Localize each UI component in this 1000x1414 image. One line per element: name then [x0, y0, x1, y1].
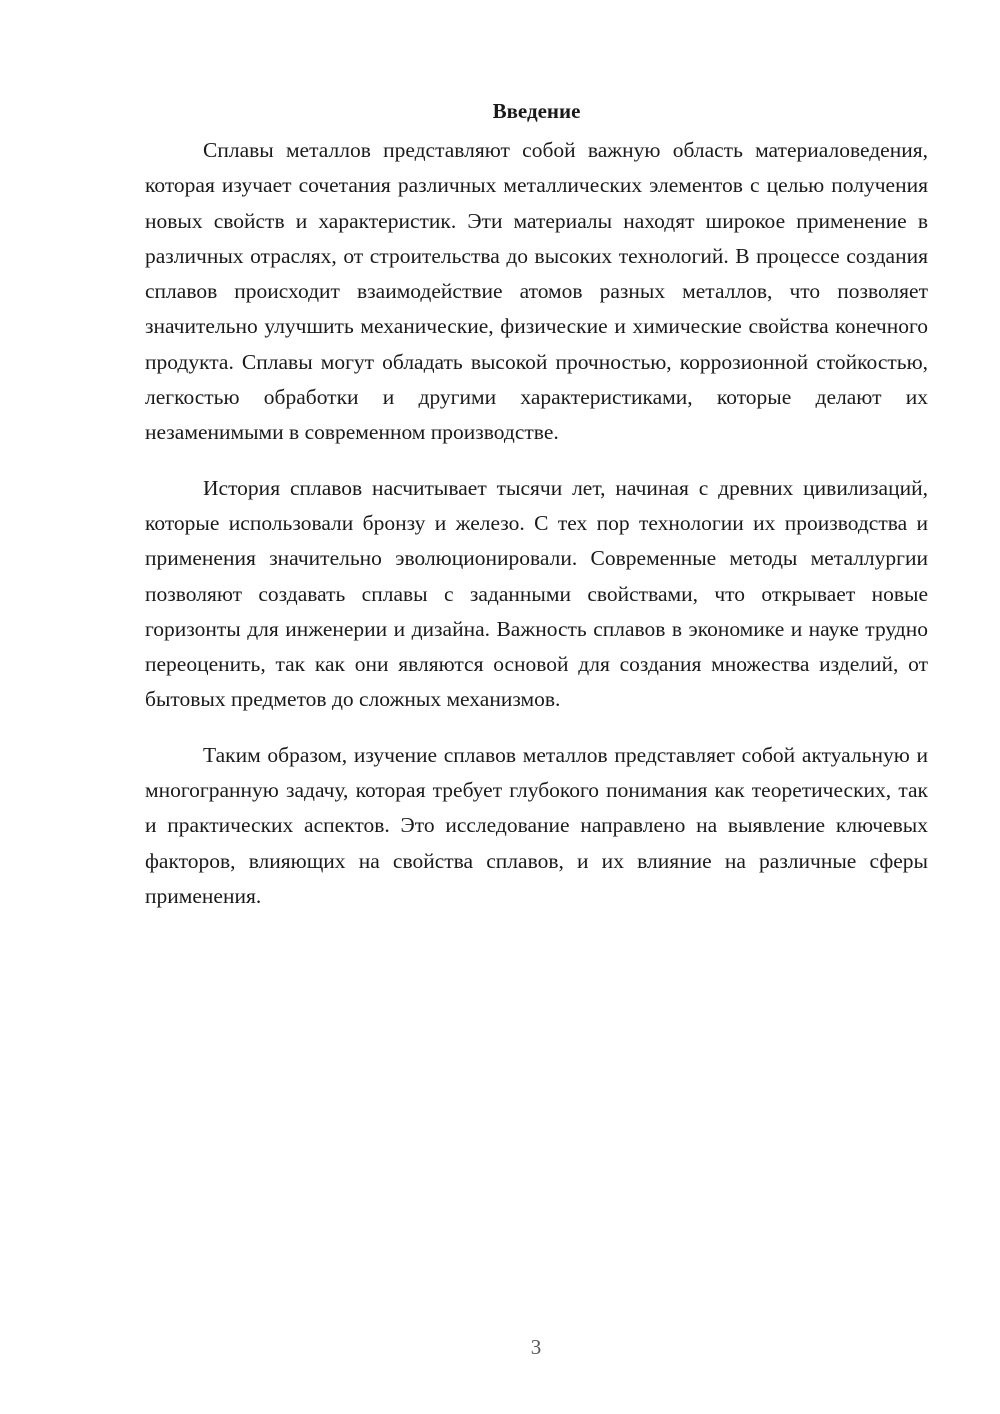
paragraph-3: Таким образом, изучение сплавов металлов представляет собой актуальную и многогранную задачу, которая требует глубокого понимания как теоретических, так и практических аспектов. Это исследование направлено на выявление ключевых факторов, влияющих на свойства сплавов, и их влияние на различные сферы применения.: [145, 742, 928, 908]
page-content: [145, 97, 928, 914]
page-number: 3: [530, 1335, 542, 1359]
section-title: Введение: [492, 99, 581, 123]
paragraph-1: Сплавы металлов представляют собой важную область материаловедения, которая изучает сочетания различных металлических элементов с целью получения новых свойств и характеристик. Эти материалы находят широкое применение в различных отраслях, от строительства до высоких технологий. В процессе создания сплавов происходит взаимодействие атомов разных металлов, что позволяет значительно улучшить механические, физические и химические свойства конечного продукта. Сплавы могут обладать высокой прочностью, коррозионной стойкостью, легкостью обработки и другими характеристиками, которые делают их незаменимыми в современном производстве.: [145, 138, 928, 445]
paragraph-2: История сплавов насчитывает тысячи лет, начиная с древних цивилизаций, которые использовали бронзу и железо. С тех пор технологии их производства и применения значительно эволюционировали. Современные методы металлургии позволяют создавать сплавы с заданными свойствами, что открывает новые горизонты для инженерии и дизайна. Важность сплавов в экономике и науке трудно переоценить, так как они являются основой для создания множества изделий, от бытовых предметов до сложных механизмов.: [145, 475, 928, 712]
